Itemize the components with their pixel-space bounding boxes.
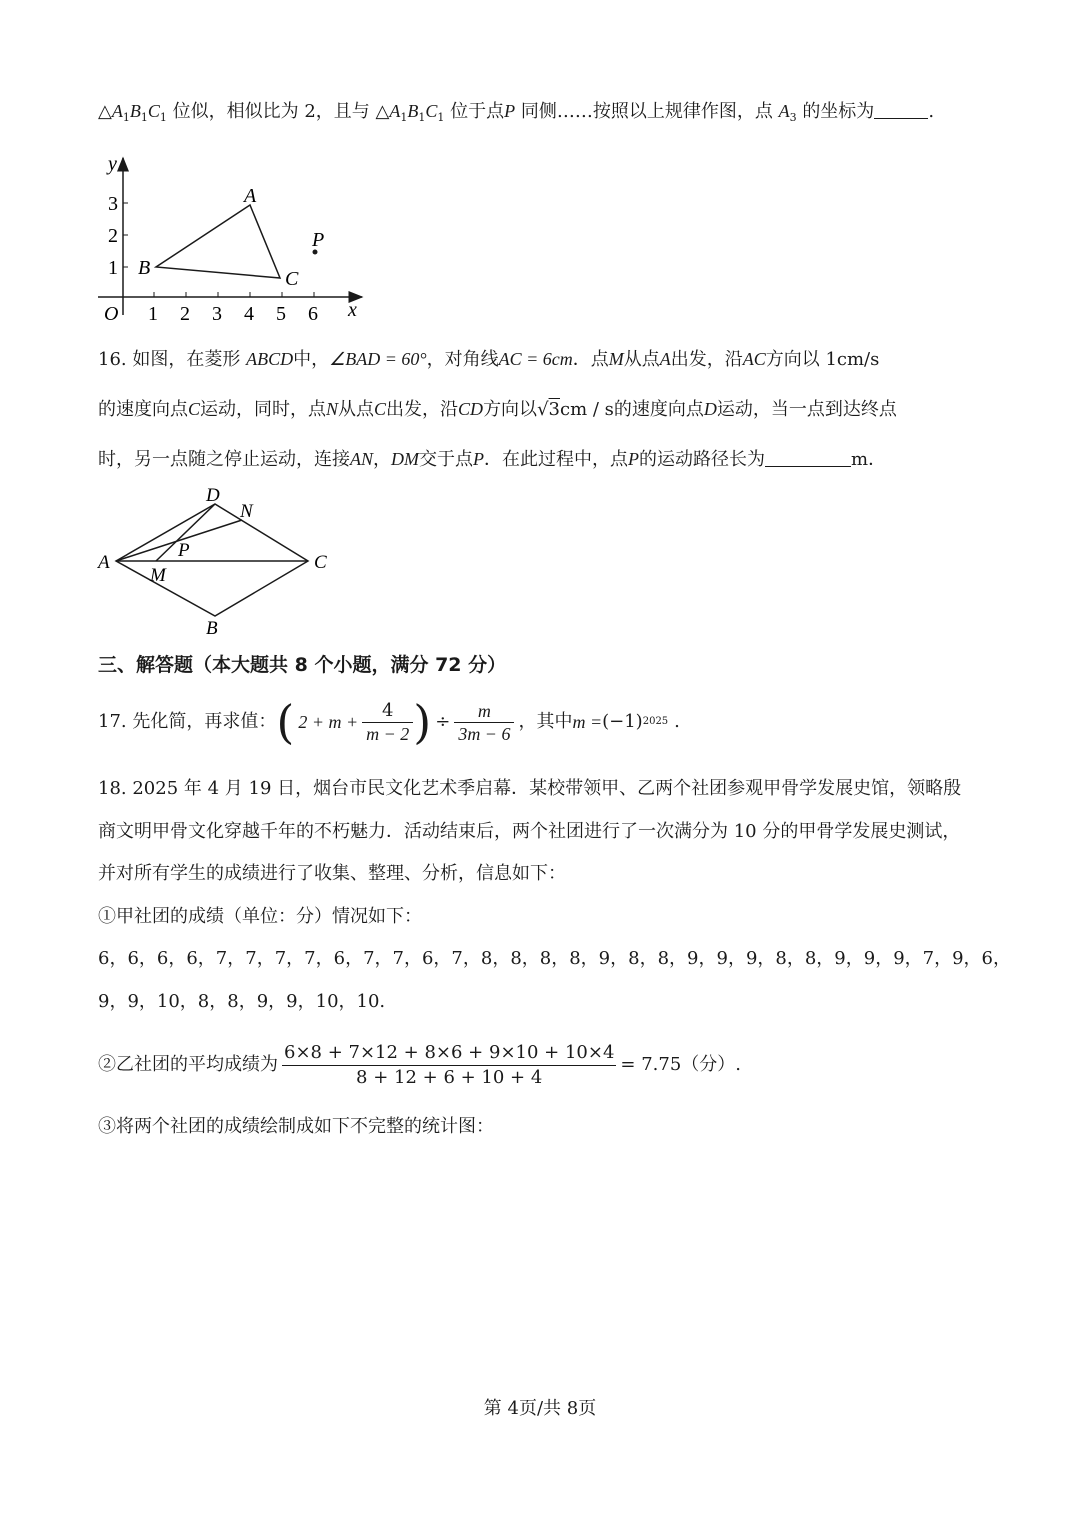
q18-data1: 6，6，6，6，7，7，7，7，6，7，7，6，7，8，8，8，8，9，8，8，9，9，9，8，8，9，9，9，7，9，6， [98,948,1012,969]
mean-fraction: $\frac{6\times 8 + 7\times 12 + 8\times 6 + 9\times 10 + 10\times 4}{8 + 12 + 6 + 10 + 4}$ [284,1041,615,1088]
q18-item2: ②乙社团的平均成绩为 $\frac{6\times 8 + 7\times 12 + 8\times 6 + 9\times 10 + 10\times 4}{8 + 12 + 6 + 10 + 4}$ = 7.75（分）. [98,1041,741,1088]
triangle-symbol: △ [98,101,112,122]
fraction-1: $\frac{4}{m - 2}$ [362,702,413,743]
y-axis-label: y [108,153,117,175]
q18-data2: 9，9，10，8，8，9，9，10，10. [98,991,386,1012]
y-tick-label: 3 [108,193,118,215]
page-footer: 第 4页/共 8页 [483,1398,597,1419]
point-a-label: A [244,185,257,207]
coordinate-graph [90,150,380,330]
label-m: M [150,565,166,586]
q16-line2: 的速度向点C运动，同时，点N从点C出发，沿CD方向以√3cm / s的速度向点D运动，当一点到达终点 [98,399,897,420]
triangle-abc [156,205,280,278]
q16-line1: 16. 如图，在菱形 ABCD中，∠BAD = 60°，对角线AC = 6cm．点M从点A出发，沿AC方向以 1cm/s [98,349,880,370]
label-p: P [178,540,190,561]
point-c-label: C [285,268,299,290]
x-tick-label: 1 [148,303,158,325]
point-p-label: P [312,229,325,251]
q18-line2: 商文明甲骨文化穿越千年的不朽魅力．活动结束后，两个社团进行了一次满分为 10 分的甲骨学发展史测试， [98,821,961,842]
answer-blank-q16[interactable] [765,450,851,467]
q15-line: $\triangle A_1B_1C_1$ 位似，相似比为 2，且与 $\triangle A_1B_1C_1$ 位于点P 同侧……按照以上规律作图，点 $A_3$ 的坐标为 . [98,101,935,124]
rhombus-abcd [116,504,308,616]
q16-line3: 时，另一点随之停止运动，连接AN，DM交于点P．在此过程中，点P的运动路径长为 m． [98,449,887,470]
point-b-label: B [138,257,151,279]
label-c: C [314,552,327,573]
section-heading: 三、解答题（本大题共 8 个小题，满分 72 分） [98,654,507,676]
q18-item3: ③将两个社团的成绩绘制成如下不完整的统计图： [98,1116,494,1137]
x-axis-label: x [348,299,357,321]
rhombus-diagram [92,482,342,644]
x-tick-label: 5 [276,303,286,325]
label-a: A [98,552,110,573]
q17-line: 17. 先化简，再求值： ( 2 + m + $\frac{4}{m - 2}$ ) ÷ $\frac{m}{3m - 6}$ ，其中 m = (−1) 2025 . [98,695,680,749]
q18-line1: 18. 2025 年 4 月 19 日，烟台市民文化艺术季启幕．某校带领甲、乙两个社团参观甲骨学发展史馆，领略殷 [98,778,962,799]
x-tick-label: 2 [180,303,190,325]
y-tick-label: 1 [108,257,118,279]
x-tick-label: 4 [244,303,254,325]
y-tick-label: 2 [108,225,118,247]
fraction-2: $\frac{m}{3m - 6}$ [454,702,514,743]
origin-label: O [104,303,119,325]
sqrt-symbol: √ [537,399,549,420]
label-b: B [206,618,218,639]
label-n: N [240,501,253,522]
label-d: D [206,485,220,506]
x-tick-label: 6 [308,303,318,325]
q18-item1: ①甲社团的成绩（单位：分）情况如下： [98,906,422,927]
x-tick-label: 3 [212,303,222,325]
answer-blank-q15[interactable] [874,102,928,119]
q18-line3: 并对所有学生的成绩进行了收集、整理、分析，信息如下： [98,863,566,884]
